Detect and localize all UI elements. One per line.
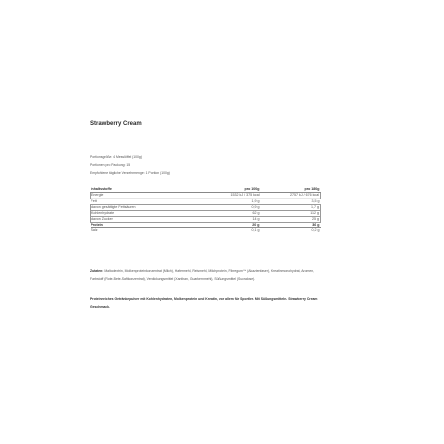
table-row [91,228,321,233]
nutrient-per-100g: 62 g [203,210,261,216]
nutrient-per-100g: 20 g [203,222,261,228]
nutrient-per-180g: 3,5 g [261,198,321,204]
header-per-100g: pro 100g [203,186,261,193]
ingredients-text: Maltodextrin, Molkenproteinkonzentrat (Milch), Hafermehl, Reismehl, Milchprotein, Fibregum™ (Akazienfaser), Kreatinmonohydrat, Aromen, Farbstoff (Rote-Bete-Saftkonzentrat), Verdickungsmittel (Xanthan, Guarkernmehl), Süßungsmittel (Sucralose). [90,269,315,281]
nutrient-per-180g: 0,2 g [261,228,321,233]
product-info-sheet [90,0,320,444]
portion-size-text: Portionsgröße: 4 Messlöffel (100g) [90,155,142,159]
nutrient-per-180g: 2757 kJ / 676 kcal [261,193,321,199]
nutrient-per-100g: 1,9 g [203,198,261,204]
nutrient-name: Energie [91,193,203,199]
daily-recommendation-text: Empfohlene tägliche Verzehrmenge: 1 Portion (100g) [90,171,170,175]
nutrient-name: Protein [91,222,203,228]
nutrient-per-100g: 0,9 g [203,204,261,210]
portions-per-pack-text: Portionen pro Packung: 15 [90,163,131,167]
nutrient-name: Salz [91,228,203,233]
nutrient-per-180g: 112 g [261,210,321,216]
product-title: Strawberry Cream [90,121,142,127]
nutrient-name: davon gesättigte Fettsäuren [91,204,203,210]
nutrient-per-100g: 0,1 g [203,228,261,233]
header-per-180g: pro 180g [261,186,321,193]
product-description: Proteinreiches Getränkepulver mit Kohlenhydraten, Molkenprotein und Kreatin, vor allem für Sportler. Mit Süßungsmitteln. Strawberry Cream Geschmack. [90,297,318,309]
nutrient-per-180g: 1,7 g [261,204,321,210]
serving-info [90,153,320,177]
nutrient-name: Kohlenhydrate [91,210,203,216]
ingredients-paragraph [90,268,320,283]
nutrient-per-180g: 25 g [261,216,321,222]
nutrient-per-180g: 36 g [261,222,321,228]
header-ingredients: Inhaltsstoffe [91,186,203,193]
nutrient-name: davon Zucker [91,216,203,222]
nutrient-per-100g: 14 g [203,216,261,222]
nutrient-name: Fett [91,198,203,204]
nutrient-per-100g: 1532 kJ / 375 kcal [203,193,261,199]
ingredients-label: Zutaten: [90,269,104,273]
nutrition-table [90,186,321,233]
